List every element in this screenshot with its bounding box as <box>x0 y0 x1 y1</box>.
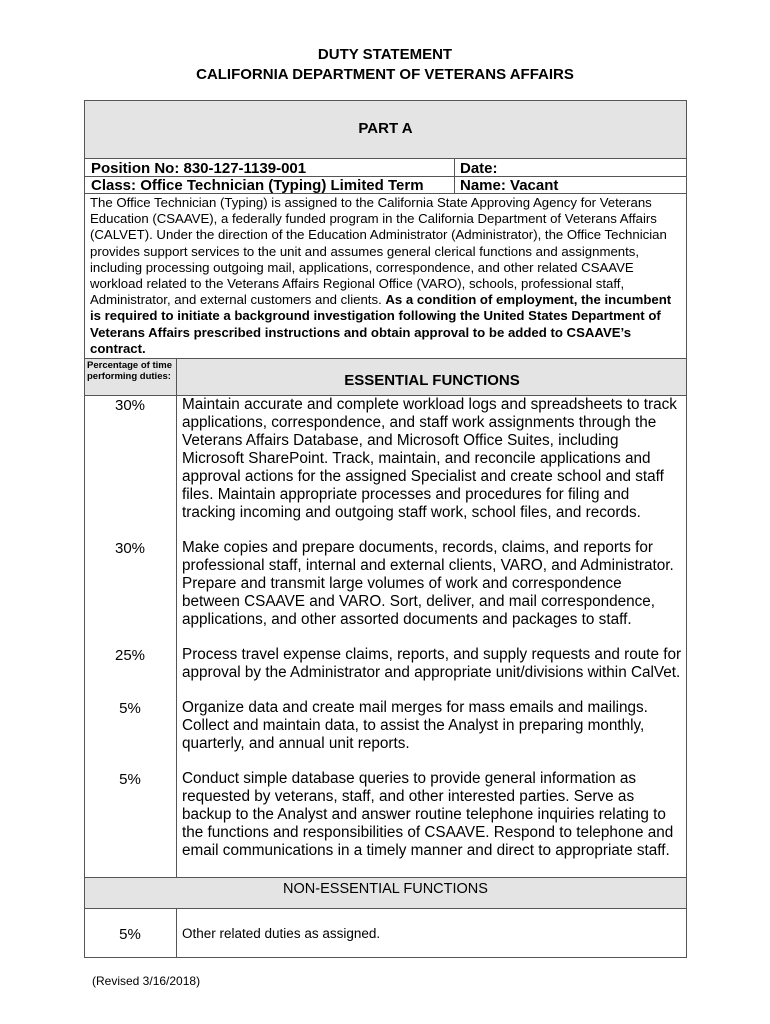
description-body: The Office Technician (Typing) is assigned to the California State Approving Agency for Veterans Education (CSAAVE), a federally funded program in the California Department of Veterans Affairs (CALVET). Under the direction of the Education Administrator (Administrator), the Office Technician provides support services to the unit and assumes general clerical functions and assignments, including processing outgoing mail, applications, correspondence, and other related CSAAVE workload related to the Veterans Affairs Regional Office (VARO), schools, professional staff, Administrator, and external customers and clients. <box>90 195 667 308</box>
non-essential-text: Other related duties as assigned. <box>182 926 381 941</box>
duty-1-percentage: 30% <box>114 397 146 414</box>
non-essential-percentage: 5% <box>119 926 141 943</box>
duty-3-percentage: 25% <box>114 647 146 664</box>
description-condition: As a condition of employment, the incumbent is required to initiate a background investigation following the United States Department of Veterans Affairs prescribed instructions and obtain approval to be added to CSAAVE’s contract. <box>90 292 672 356</box>
non-essential-functions-header <box>84 877 687 909</box>
percentage-header: Percentage of time performing duties: <box>87 360 172 382</box>
essential-functions-title: ESSENTIAL FUNCTIONS <box>344 372 520 389</box>
duty-4-percentage: 5% <box>119 700 141 717</box>
part-a-label: PART A <box>358 120 413 137</box>
position-class: Class: Office Technician (Typing) Limited Term <box>91 177 424 194</box>
duty-2-percentage: 30% <box>114 540 146 557</box>
essential-functions-header <box>84 358 687 396</box>
duty-1-text: Maintain accurate and complete workload logs and spreadsheets to track applications, correspondence, and staff work assignments through the Veterans Affairs Database, and Microsoft Office Suites, including Microsoft SharePoint. Track, maintain, and reconcile applications and approval actions for the assigned Specialist and create school and staff files. Maintain appropriate processes and procedures for filing and tracking incoming and outgoing staff work, school files, and records. <box>182 396 677 521</box>
duty-3-text: Process travel expense claims, reports, and supply requests and route for approval by the Administrator and appropriate unit/divisions within CalVet. <box>182 646 682 681</box>
non-essential-functions-title: NON-ESSENTIAL FUNCTIONS <box>283 881 488 897</box>
duty-2-text: Make copies and prepare documents, records, claims, and reports for professional staff, internal and external clients, VARO, and Administrator. Prepare and transmit large volumes of work and correspondence between CSAAVE and VARO. Sort, deliver, and mail correspondence, applications, and other assorted documents and packages to staff. <box>182 539 674 628</box>
duty-5-text: Conduct simple database queries to provide general information as requested by veterans, staff, and other interested parties. Serve as backup to the Analyst and answer routine telephone inquiries relating to the functions and responsibilities of CSAAVE. Respond to telephone and email communications in a timely manner and direct to appropriate staff. <box>182 770 674 859</box>
part-a-header <box>84 100 687 159</box>
description-text <box>90 195 678 357</box>
document-title: DUTY STATEMENT <box>317 46 453 63</box>
position-description <box>84 193 687 359</box>
duty-5-percentage: 5% <box>119 771 141 788</box>
duty-4-text: Organize data and create mail merges for mass emails and mailings. Collect and maintain data, to assist the Analyst in preparing monthly, quarterly, and annual unit reports. <box>182 699 648 752</box>
department-name: CALIFORNIA DEPARTMENT OF VETERANS AFFAIRS <box>196 66 574 83</box>
date-label: Date: <box>460 160 498 177</box>
name-label: Name: Vacant <box>460 177 559 194</box>
position-number: Position No: 830-127-1139-001 <box>91 160 307 177</box>
revision-date: (Revised 3/16/2018) <box>92 974 201 988</box>
position-info <box>84 158 687 194</box>
